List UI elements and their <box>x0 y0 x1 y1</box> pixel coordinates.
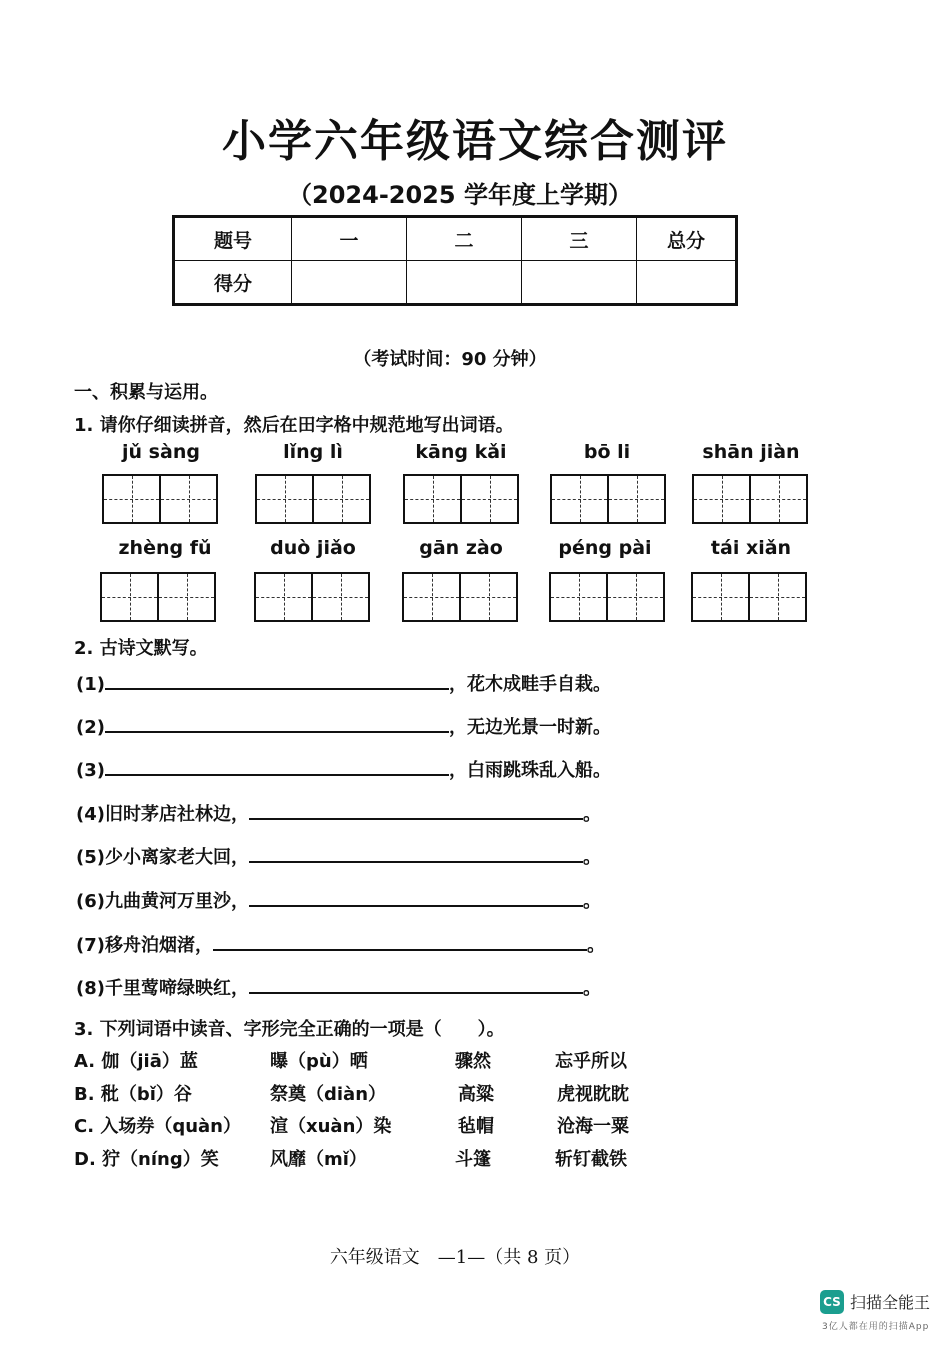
option-d[interactable]: D. 狞（níng）笑 <box>74 1149 219 1170</box>
writing-grid[interactable] <box>255 474 371 524</box>
grid-cell[interactable] <box>460 476 517 522</box>
pinyin-label: shān jiàn <box>702 441 800 463</box>
writing-grid[interactable] <box>402 572 518 622</box>
score-header-cell: 一 <box>292 217 407 261</box>
poem-line-number: (6) <box>76 891 105 912</box>
poem-line-text: 九曲黄河万里沙， <box>104 891 249 912</box>
end-mark: 。 <box>582 804 601 825</box>
option-word: 渲（xuàn）染 <box>270 1116 392 1137</box>
writing-grid[interactable] <box>549 572 665 622</box>
page-title: 小学六年级语文综合测评 <box>222 116 728 167</box>
answer-blank[interactable] <box>105 688 449 690</box>
poem-line-text: 移舟泊烟渚， <box>104 935 213 956</box>
score-label-cell: 得分 <box>174 261 292 305</box>
answer-blank[interactable] <box>249 992 583 994</box>
grid-cell[interactable] <box>606 574 663 620</box>
page-subtitle: （2024-2025 学年度上学期） <box>288 181 632 209</box>
writing-grid[interactable] <box>254 572 370 622</box>
grid-cell[interactable] <box>552 476 607 522</box>
answer-blank[interactable] <box>105 774 449 776</box>
score-header-cell: 三 <box>522 217 637 261</box>
grid-cell[interactable] <box>102 574 157 620</box>
option-word: 高粱 <box>458 1084 494 1105</box>
answer-blank[interactable] <box>249 905 583 907</box>
poem-line <box>76 974 601 1000</box>
answer-blank[interactable] <box>249 818 583 820</box>
grid-cell[interactable] <box>159 476 216 522</box>
option-word: 骤然 <box>455 1051 491 1072</box>
grid-cell[interactable] <box>694 476 749 522</box>
score-header-cell: 二 <box>407 217 522 261</box>
grid-cell[interactable] <box>404 574 459 620</box>
writing-grid[interactable] <box>403 474 519 524</box>
poem-line <box>76 843 601 869</box>
poem-line-text: ，无边光景一时新。 <box>448 717 611 738</box>
writing-grid[interactable] <box>550 474 666 524</box>
poem-line-text: ，花木成畦手自栽。 <box>448 674 611 695</box>
pinyin-label: tái xiǎn <box>710 537 792 559</box>
pinyin-label: gān zào <box>419 537 503 559</box>
score-table-score-row <box>174 261 737 305</box>
writing-grid[interactable] <box>100 572 216 622</box>
option-word: 沧海一粟 <box>557 1116 629 1137</box>
grid-cell[interactable] <box>459 574 516 620</box>
poem-line-number: (8) <box>76 978 105 999</box>
pinyin-label: lǐng lì <box>283 441 343 463</box>
grid-cell[interactable] <box>256 574 311 620</box>
score-table <box>172 215 738 306</box>
poem-line-text: 旧时茅店社林边， <box>104 804 249 825</box>
poem-line-number: (1) <box>76 674 105 695</box>
poem-line-number: (2) <box>76 717 105 738</box>
watermark-subtitle: 3亿人都在用的扫描App <box>822 1322 930 1332</box>
pinyin-label: zhèng fǔ <box>118 537 212 559</box>
question-2-prompt: 2. 古诗文默写。 <box>74 638 208 659</box>
poem-line-number: (5) <box>76 847 105 868</box>
answer-blank[interactable] <box>105 731 449 733</box>
poem-line-number: (7) <box>76 935 105 956</box>
poem-line <box>76 756 611 782</box>
pinyin-label: kāng kǎi <box>415 441 507 463</box>
writing-grid[interactable] <box>691 572 807 622</box>
option-word: 斩钉截铁 <box>555 1149 627 1170</box>
end-mark: 。 <box>582 891 601 912</box>
grid-cell[interactable] <box>157 574 214 620</box>
poem-line <box>76 887 601 913</box>
score-table-header-row <box>174 217 737 261</box>
option-word: 祭奠（diàn） <box>270 1084 387 1105</box>
page-footer: 六年级语文 —1—（共 8 页） <box>329 1247 581 1268</box>
score-input-cell[interactable] <box>522 261 637 305</box>
score-header-cell: 总分 <box>637 217 737 261</box>
grid-cell[interactable] <box>607 476 664 522</box>
score-input-cell[interactable] <box>292 261 407 305</box>
option-word: 斗篷 <box>455 1149 491 1170</box>
grid-cell[interactable] <box>693 574 748 620</box>
grid-cell[interactable] <box>748 574 805 620</box>
poem-line-text: ，白雨跳珠乱入船。 <box>448 760 611 781</box>
end-mark: 。 <box>582 978 601 999</box>
grid-cell[interactable] <box>405 476 460 522</box>
watermark-name: 扫描全能王 <box>850 1293 931 1312</box>
end-mark: 。 <box>586 935 605 956</box>
grid-cell[interactable] <box>311 574 368 620</box>
grid-cell[interactable] <box>257 476 312 522</box>
grid-cell[interactable] <box>104 476 159 522</box>
pinyin-label: jǔ sàng <box>122 441 200 463</box>
poem-line <box>76 670 611 696</box>
option-c[interactable]: C. 入场券（quàn） <box>74 1116 241 1137</box>
pinyin-label: bō li <box>583 441 631 463</box>
pinyin-label: péng pài <box>558 537 652 559</box>
score-input-cell[interactable] <box>637 261 737 305</box>
writing-grid[interactable] <box>102 474 218 524</box>
exam-time: （考试时间：90 分钟） <box>353 349 547 370</box>
poem-line-number: (3) <box>76 760 105 781</box>
option-word: 虎视眈眈 <box>557 1084 629 1105</box>
option-a[interactable]: A. 伽（jiā）蓝 <box>74 1051 198 1072</box>
poem-line <box>76 931 605 957</box>
poem-line-number: (4) <box>76 804 105 825</box>
option-word: 曝（pù）晒 <box>270 1051 368 1072</box>
scanner-logo-icon: CS <box>820 1290 844 1314</box>
score-input-cell[interactable] <box>407 261 522 305</box>
question-1-prompt: 1. 请你仔细读拼音，然后在田字格中规范地写出词语。 <box>74 415 514 436</box>
poem-line-text: 千里莺啼绿映红， <box>104 978 249 999</box>
option-b[interactable]: B. 秕（bǐ）谷 <box>74 1084 192 1105</box>
writing-grid[interactable] <box>692 474 808 524</box>
grid-cell[interactable] <box>312 476 369 522</box>
option-word: 风靡（mǐ） <box>270 1149 367 1170</box>
option-word: 忘乎所以 <box>555 1051 627 1072</box>
grid-cell[interactable] <box>749 476 806 522</box>
section-heading: 一、积累与运用。 <box>74 382 218 403</box>
poem-line-text: 少小离家老大回， <box>104 847 249 868</box>
poem-line <box>76 713 611 739</box>
score-header-cell: 题号 <box>174 217 292 261</box>
pinyin-label: duò jiǎo <box>270 537 356 559</box>
end-mark: 。 <box>582 847 601 868</box>
poem-line <box>76 800 601 826</box>
option-word: 毡帽 <box>458 1116 494 1137</box>
answer-blank[interactable] <box>249 861 583 863</box>
grid-cell[interactable] <box>551 574 606 620</box>
answer-blank[interactable] <box>213 949 587 951</box>
question-3-prompt: 3. 下列词语中读音、字形完全正确的一项是（ ）。 <box>74 1019 505 1040</box>
